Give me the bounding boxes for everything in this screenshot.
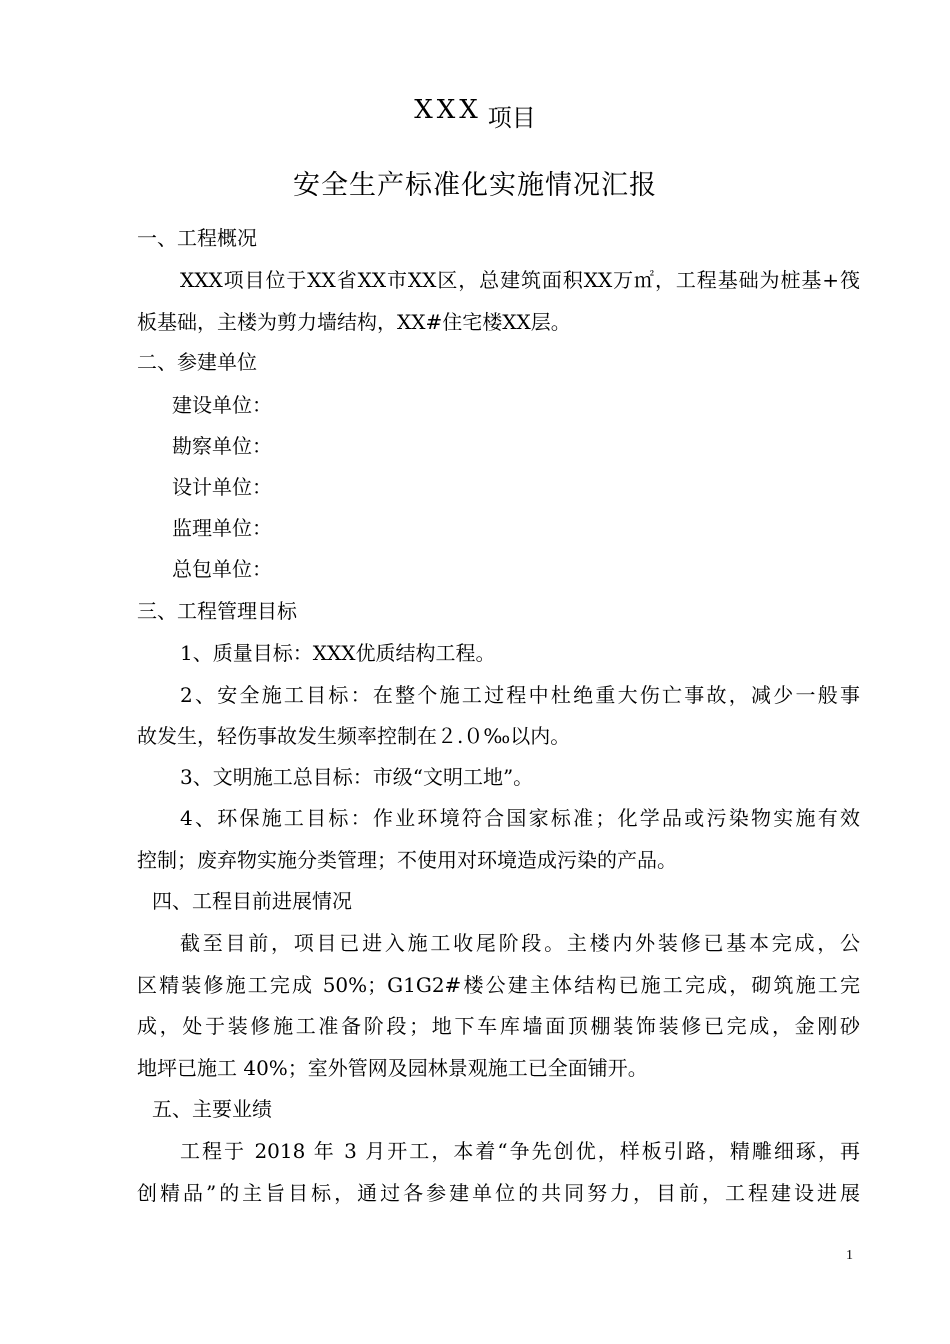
overview-line-2: 板基础，主楼为剪力墙结构，XX#住宅楼XX层。 — [137, 310, 571, 334]
goal-safety-line-1: 2、安全施工目标：在整个施工过程中杜绝重大伤亡事故，减少一般事 — [180, 683, 860, 707]
progress-line-4: 地坪已施工 40%；室外管网及园林景观施工已全面铺开。 — [137, 1056, 648, 1080]
achievement-line-2: 创精品”的主旨目标，通过各参建单位的共同努力，目前，工程建设进展 — [137, 1181, 860, 1205]
goal-civilized: 3、文明施工总目标：市级“文明工地”。 — [180, 765, 534, 789]
unit-supervision: 监理单位： — [172, 516, 272, 540]
goal-quality: 1、质量目标：XXX优质结构工程。 — [180, 641, 496, 665]
section-3-heading: 三、工程管理目标 — [137, 599, 297, 623]
overview-line-1: XXX项目位于XX省XX市XX区，总建筑面积XX万㎡，工程基础为桩基+筏 — [180, 268, 860, 292]
unit-design: 设计单位： — [172, 475, 272, 499]
report-title: 安全生产标准化实施情况汇报 — [293, 170, 657, 201]
project-title — [0, 95, 950, 133]
goal-safety-line-2: 故发生，轻伤事故发生频率控制在２.０‰以内。 — [137, 724, 571, 748]
section-1-heading: 一、工程概况 — [137, 226, 257, 250]
section-2-heading: 二、参建单位 — [137, 350, 257, 374]
progress-line-1: 截至目前，项目已进入施工收尾阶段。主楼内外装修已基本完成，公 — [180, 931, 860, 955]
section-5-heading: 五、主要业绩 — [152, 1097, 272, 1121]
page-number: 1 — [846, 1248, 853, 1263]
goal-environment-line-1: 4、环保施工目标：作业环境符合国家标准；化学品或污染物实施有效 — [180, 806, 860, 830]
achievement-line-1: 工程于 2018 年 3 月开工，本着“争先创优，样板引路，精雕细琢，再 — [180, 1139, 860, 1163]
project-word: 项目 — [487, 104, 536, 132]
progress-line-3: 成，处于装修施工准备阶段；地下车库墙面顶棚装饰装修已完成，金刚砂 — [137, 1014, 860, 1038]
goal-environment-line-2: 控制；废弃物实施分类管理；不使用对环境造成污染的产品。 — [137, 848, 677, 872]
unit-construction: 建设单位： — [172, 393, 272, 417]
section-4-heading: 四、工程目前进展情况 — [152, 889, 352, 913]
unit-survey: 勘察单位： — [172, 434, 272, 458]
project-code: XXX — [414, 95, 482, 125]
unit-general-contractor: 总包单位： — [172, 557, 272, 581]
progress-line-2: 区精装修施工完成 50%；G1G2#楼公建主体结构已施工完成，砌筑施工完 — [137, 973, 860, 997]
